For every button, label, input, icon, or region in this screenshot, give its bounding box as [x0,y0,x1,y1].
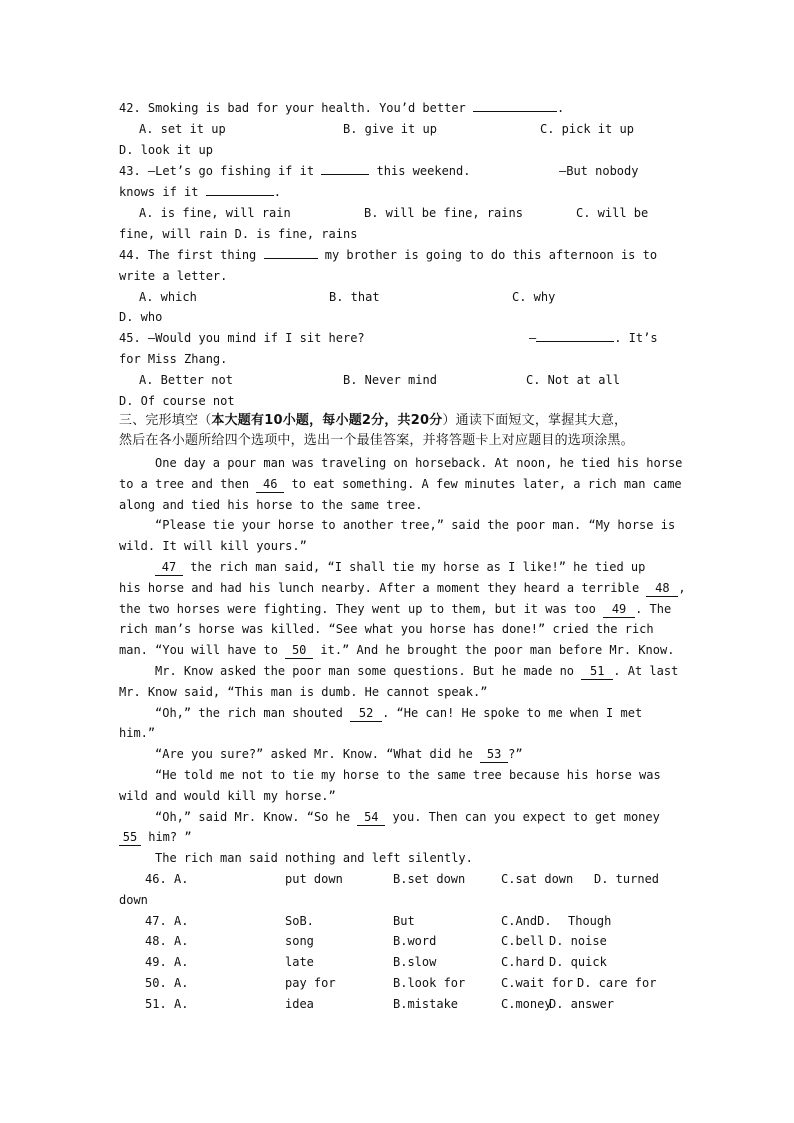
blank-55: 55 [119,830,141,846]
question-44-stem-cont: write a letter. [119,269,228,283]
blank-51: 51 [581,664,613,680]
passage-line: his horse and had his lunch nearby. After a moment they heard a terrible 48 , [119,581,686,595]
question-45-stem-cont: for Miss Zhang. [119,352,228,366]
option-c: C. why [512,290,556,304]
question-44-option-d: D. who [119,310,163,324]
passage-line: wild and would kill my horse.” [119,789,336,803]
answer-blank [206,195,274,196]
option-b: B. Never mind [343,373,437,387]
answer-blank [536,341,614,342]
passage-line: to a tree and then 46 to eat something. A few minutes later, a rich man came [119,477,682,491]
blank-50: 50 [285,643,313,659]
option-b: B. give it up [343,122,437,136]
blank-46: 46 [256,477,284,493]
passage-line: man. “You will have to 50 it.” And he brought the poor man before Mr. Know. [119,643,675,657]
blank-47: 47 [155,560,183,576]
question-44-stem: 44. The first thing my brother is going to do this afternoon is to [119,248,658,262]
section-3-heading: 三、完形填空（本大题有10小题，每小题2分，共20分）通读下面短文，掌握其大意， [119,413,628,428]
passage-line: wild. It will kill yours.” [119,539,307,553]
passage-line: “Please tie your horse to another tree,” said the poor man. “My horse is [155,518,676,532]
blank-54: 54 [357,810,385,826]
question-42-stem: 42. Smoking is bad for your health. You’d better . [119,101,565,115]
option-a: A. which [139,290,197,304]
exam-page: 42. Smoking is bad for your health. You’d better . A. set it up B. give it up C. pick it up D. look it up 43. —Let’s go fishing if it this weekend. —But nobody knows if it . A. is fine, will rain B. will be fine, rains C. will be fine, will rain D. is fine, rains 44. The first thing my brother is going to do this afternoon is to write a letter. A. which B. that C. why D. who 45. —Would you mind if I sit here? — . It’s for Miss Zhang. A. Better not B. Never mind C. Not at all D. Of course not 三、完形填空（本大题有10小题，每小题2分，共20分）通读下面短文，掌握其大意， 然后在各小题所给四个选项中，选出一个最佳答案，并将答题卡上对应题目的选项涂黑。 One day a pour man was traveling on horseback. At noon, he tied his horse to a tree and then 46 to eat something. A few minutes later, a rich man came along and tied his horse to the same tree. “Please tie your horse to another tree,” said the poor man. “My horse is wild. It will kill yours.” 47 the rich man said, “I shall tie my horse as I like!” he tied up his horse and had his lunch nearby. After a moment they heard a terrible 48 , the two horses were fighting. They went up to them, but it was too 49 . The rich man’s horse was killed. “See what you horse has done!” cried the rich man. “You will have to 50 it.” And he brought the poor man before Mr. Know. Mr. Know asked the poor man some questions. But he made no 51 . At last Mr. Know said, “This man is dumb. He cannot speak.” “Oh,” the rich man shouted 52 . “He can! He spoke to me when I met him.” “Are you sure?” asked Mr. Know. “What did he 53 ?” “He told me not to tie my horse to the same tree because his horse was wild and would kill my horse.” “Oh,” said Mr. Know. “So he 54 you. Then can you expect to get money 55 him? ” The rich man said nothing and left silently. 46. A. put down B.set down C.sat down D. turned down 47. A. SoB. But C.AndD. Though 48. A. song B.word C.bell D. noise 49. A. late B.slow C.hard D. quick 50. A. pay for B.look for C.wait for D. care for 51. A. idea B.mistake C.money D. answer [0,0,794,1123]
blank-53: 53 [480,747,508,763]
passage-line: “Are you sure?” asked Mr. Know. “What did he 53 ?” [155,747,523,761]
passage-line: “Oh,” the rich man shouted 52 . “He can! He spoke to me when I met [155,706,643,720]
passage-line: “Oh,” said Mr. Know. “So he 54 you. Then can you expect to get money [155,810,660,824]
question-42-option-d: D. look it up [119,143,213,157]
options-row-46-wrap: down [119,893,148,907]
option-c: C. will be [576,206,649,220]
option-b: B. will be fine, rains [364,206,523,220]
passage-line: The rich man said nothing and left silently. [155,851,473,865]
question-43-options-cont: fine, will rain D. is fine, rains [119,227,358,241]
option-c: C. pick it up [540,122,634,136]
passage-line: 47 the rich man said, “I shall tie my horse as I like!” he tied up [155,557,725,577]
option-a: A. Better not [139,373,233,387]
passage-line: 55 him? ” [119,827,689,847]
option-a: A. is fine, will rain [139,206,291,220]
option-b: B. that [329,290,380,304]
passage-line: the two horses were fighting. They went up to them, but it was too 49 . The [119,602,672,616]
answer-blank [264,258,318,259]
question-43-stem-cont: knows if it . [119,185,281,199]
answer-blank [473,111,557,112]
option-c: C. Not at all [526,373,620,387]
passage-line: along and tied his horse to the same tree. [119,498,423,512]
blank-49: 49 [603,602,635,618]
question-45-option-d: D. Of course not [119,394,235,408]
passage-line: him.” [119,726,156,740]
passage-line: “He told me not to tie my horse to the same tree because his horse was [155,768,661,782]
blank-52: 52 [350,706,382,722]
passage-line: Mr. Know said, “This man is dumb. He cannot speak.” [119,685,488,699]
passage-line: rich man’s horse was killed. “See what you horse has done!” cried the rich [119,622,654,636]
answer-blank [321,174,369,175]
passage-line: Mr. Know asked the poor man some questions. But he made no 51 . At last [155,664,679,678]
blank-48: 48 [646,581,678,597]
passage-line: One day a pour man was traveling on horseback. At noon, he tied his horse [155,456,683,470]
section-3-instructions: 然后在各小题所给四个选项中，选出一个最佳答案，并将答题卡上对应题目的选项涂黑。 [119,433,634,448]
option-a: A. set it up [139,122,226,136]
